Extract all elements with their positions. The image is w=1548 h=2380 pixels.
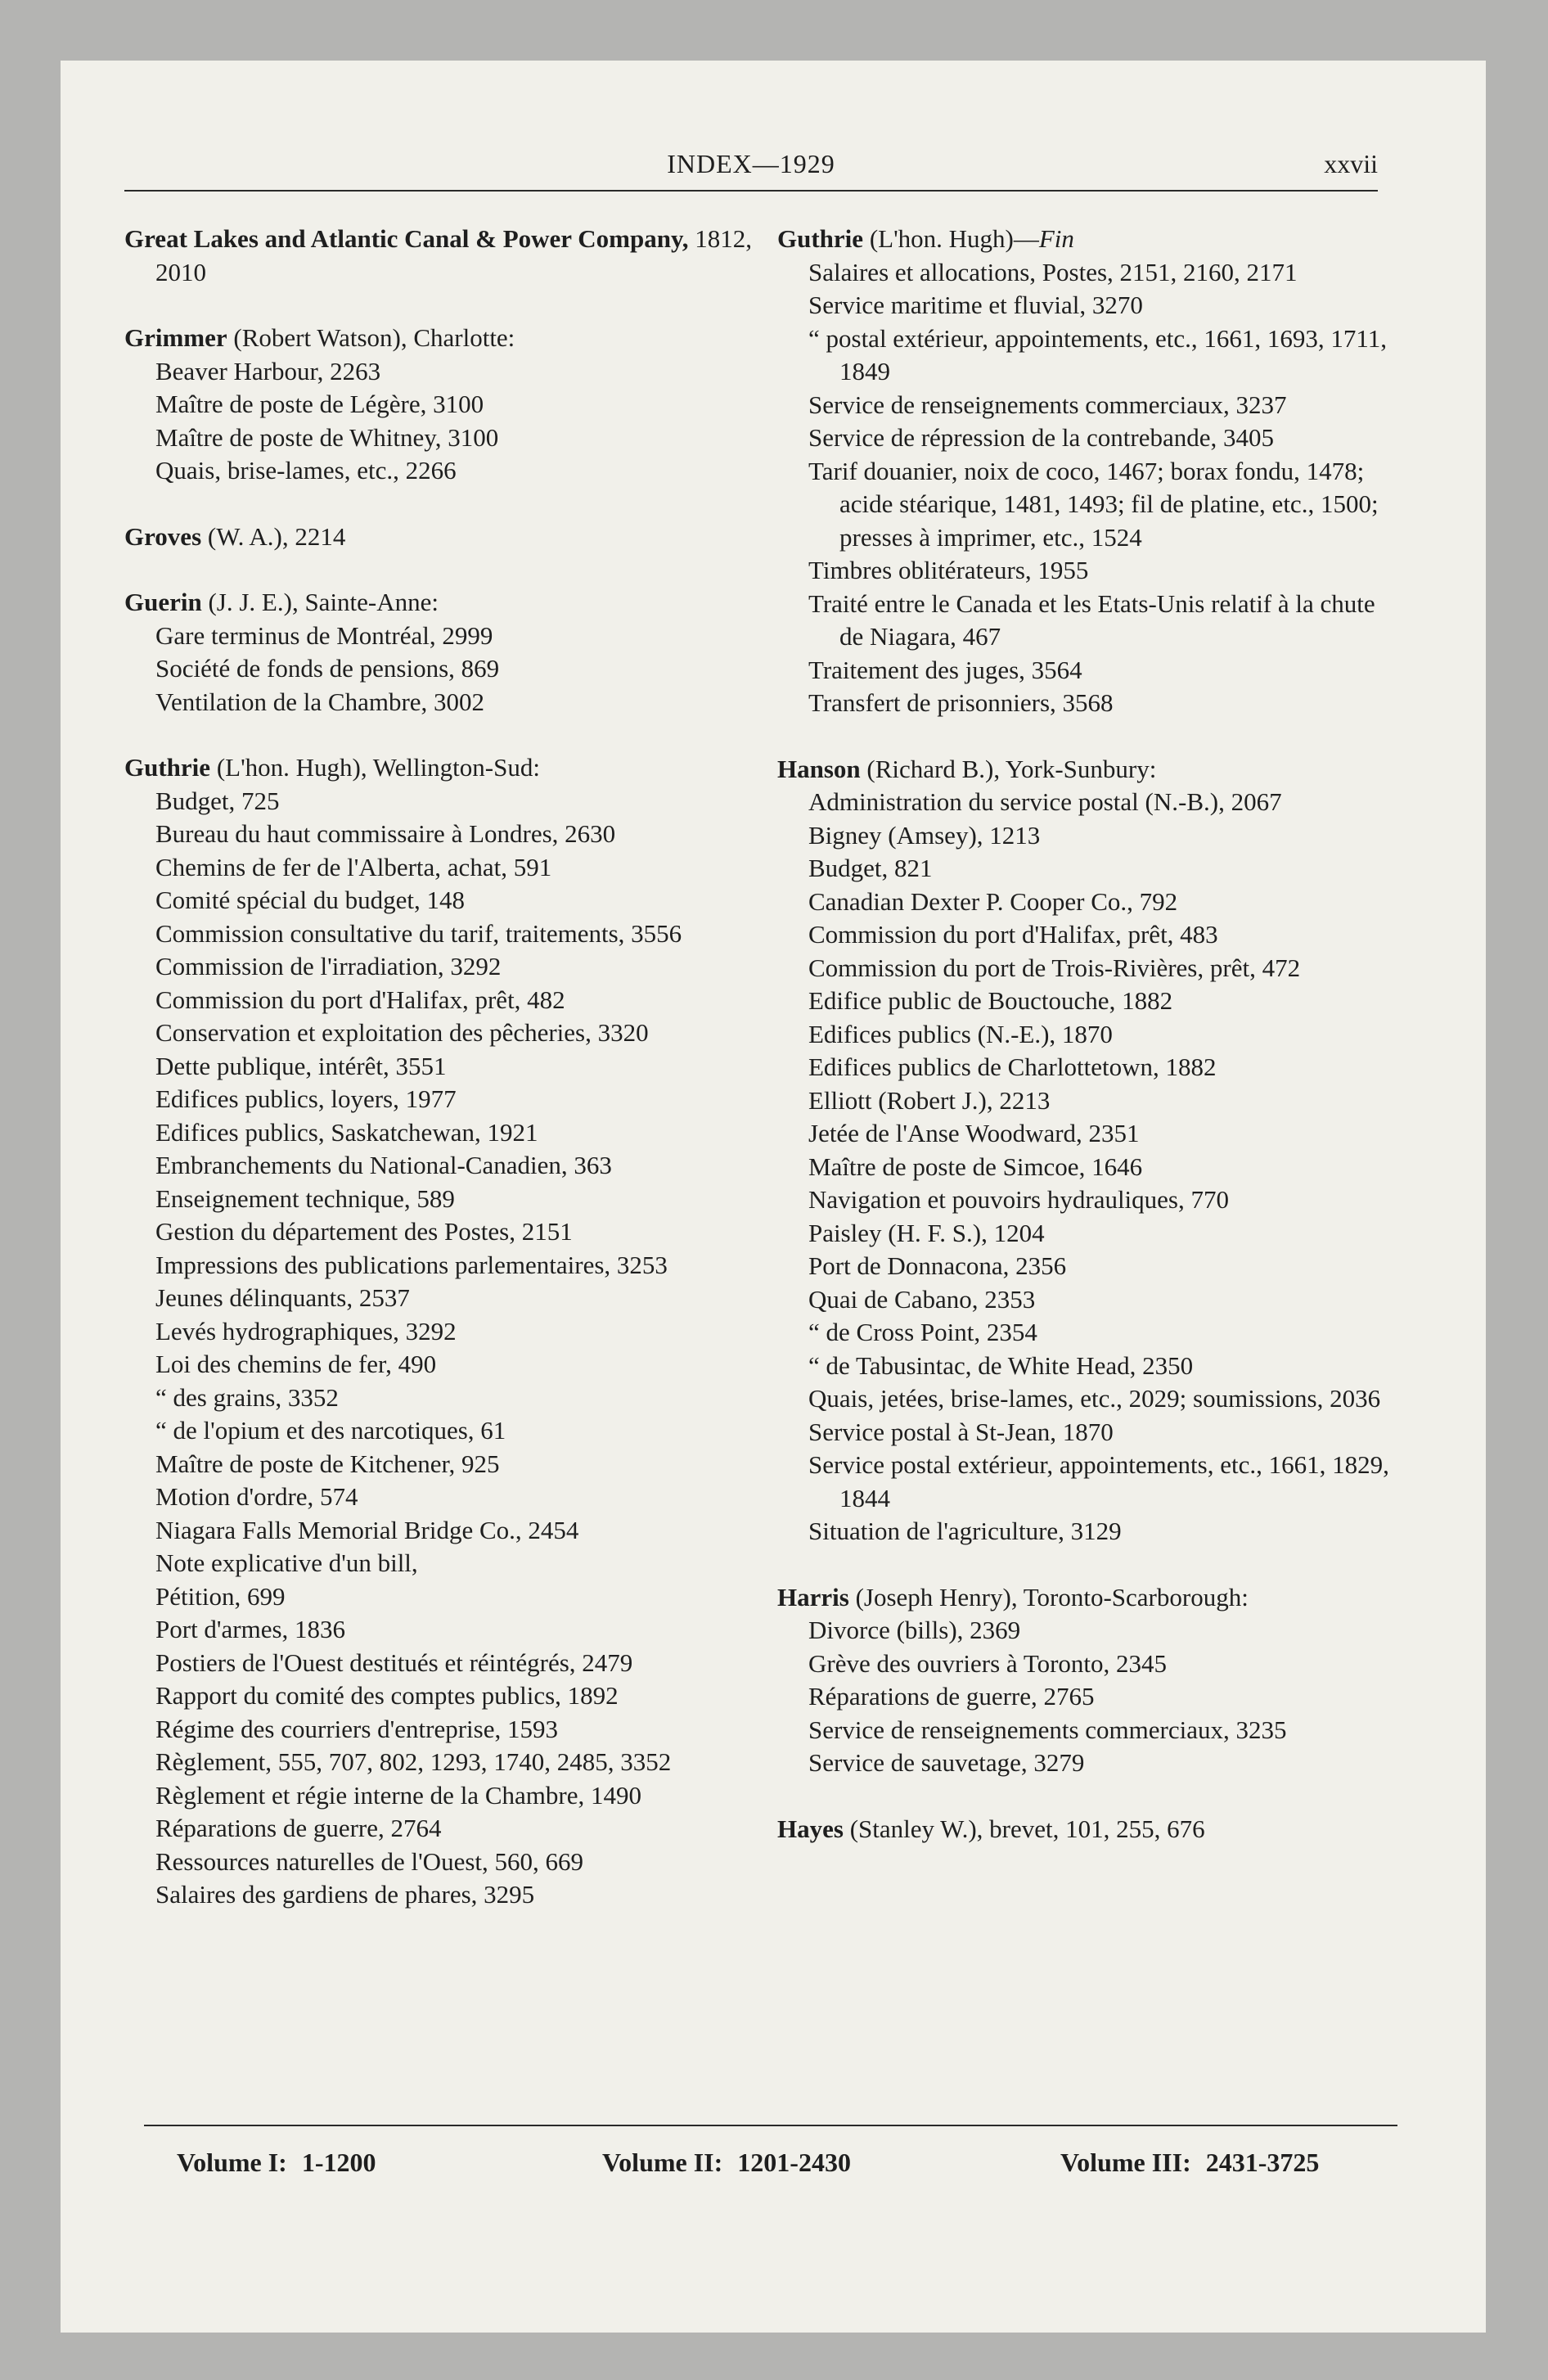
subentry: Note explicative d'un bill,: [155, 1548, 418, 1577]
subentry: Canadian Dexter P. Cooper Co., 792: [808, 886, 1178, 916]
subentry: Niagara Falls Memorial Bridge Co., 2454: [155, 1515, 579, 1544]
entry-name: Guthrie: [124, 753, 211, 782]
entry-heading: [124, 751, 754, 785]
entry-heading: [777, 1813, 1399, 1846]
entry-heading: [777, 1581, 1399, 1615]
subentry: Budget, 821: [808, 854, 933, 882]
subentry: Beaver Harbour, 2263: [155, 356, 381, 385]
subentry: Service postal extérieur, appointements, etc., 1661, 1829, 1844: [808, 1450, 1389, 1512]
subentry: Service maritime et fluvial, 3270: [808, 291, 1143, 319]
subentry: Quais, jetées, brise-lames, etc., 2029; soumissions, 2036: [808, 1384, 1381, 1413]
subentry: Commission du port d'Halifax, prêt, 482: [155, 985, 565, 1014]
subentry: Jeunes délinquants, 2537: [155, 1283, 410, 1312]
subentry: Ressources naturelles de l'Ouest, 560, 669: [155, 1846, 584, 1876]
subentry: Bigney (Amsey), 1213: [808, 820, 1041, 850]
volume-pages: 2431-3725: [1205, 2148, 1320, 2177]
subentry: Edifices publics, loyers, 1977: [155, 1084, 457, 1113]
entry-heading: [124, 586, 754, 620]
index-column-right: [777, 223, 1399, 1846]
subentry: Levés hydrographiques, 3292: [155, 1316, 457, 1346]
subentry: Administration du service postal (N.-B.), 2067: [808, 787, 1282, 816]
subentry: Navigation et pouvoirs hydrauliques, 770: [808, 1185, 1229, 1214]
subentry: Bureau du haut commissaire à Londres, 2630: [155, 819, 616, 848]
subentry: Service de renseignements commerciaux, 3237: [808, 390, 1287, 419]
index-entry: [124, 223, 754, 289]
entry-subentries: [155, 355, 754, 488]
index-entry: [777, 753, 1399, 1548]
subentry: Société de fonds de pensions, 869: [155, 654, 500, 683]
subentry: Jetée de l'Anse Woodward, 2351: [808, 1119, 1140, 1147]
subentry: Maître de poste de Légère, 3100: [155, 390, 484, 418]
entry-heading: [124, 223, 754, 289]
volume-pages: 1-1200: [301, 2148, 376, 2177]
subentry: Enseignement technique, 589: [155, 1183, 455, 1213]
subentry: Règlement et régie interne de la Chambre, 1490: [155, 1780, 641, 1810]
index-entry: [124, 586, 754, 719]
header-title: INDEX—1929: [667, 149, 835, 178]
subentry: Motion d'ordre, 574: [155, 1482, 358, 1511]
entry-name: Groves: [124, 521, 202, 551]
volume-range: [602, 2148, 851, 2178]
subentry: Loi des chemins de fer, 490: [155, 1350, 437, 1378]
entry-detail: (Robert Watson), Charlotte:: [227, 323, 515, 352]
entry-name: Harris: [777, 1582, 849, 1611]
entry-detail-italic: Fin: [1038, 224, 1074, 253]
subentry: Comité spécial du budget, 148: [155, 886, 465, 914]
entry-detail: (L'hon. Hugh), Wellington-Sud:: [210, 753, 540, 782]
volume-label: Volume III:: [1060, 2148, 1191, 2177]
subentry: Service de sauvetage, 3279: [808, 1748, 1085, 1777]
page-header: [124, 141, 1378, 192]
subentry: “ de Cross Point, 2354: [808, 1318, 1037, 1346]
subentry: Ventilation de la Chambre, 3002: [155, 687, 485, 716]
subentry: Port d'armes, 1836: [155, 1615, 346, 1643]
subentry: Maître de poste de Simcoe, 1646: [808, 1152, 1143, 1181]
index-entry: [777, 1813, 1399, 1846]
subentry: Transfert de prisonniers, 3568: [808, 688, 1114, 717]
index-entry: [124, 751, 754, 1912]
entry-name: Great Lakes and Atlantic Canal & Power Company,: [124, 224, 689, 253]
entry-heading: [777, 223, 1399, 256]
entry-subentries: [808, 256, 1399, 720]
subentry: Commission consultative du tarif, traitements, 3556: [155, 918, 682, 948]
volume-footer: [144, 2125, 1397, 2192]
subentry: Chemins de fer de l'Alberta, achat, 591: [155, 852, 552, 881]
entry-detail: (L'hon. Hugh)—: [863, 224, 1039, 253]
subentry: Gestion du département des Postes, 2151: [155, 1217, 573, 1246]
subentry: Réparations de guerre, 2765: [808, 1682, 1095, 1711]
entry-subentries: [155, 620, 754, 719]
subentry: Grève des ouvriers à Toronto, 2345: [808, 1648, 1168, 1678]
entry-heading: [777, 753, 1399, 787]
page-number: xxvii: [1324, 149, 1378, 178]
subentry: Pétition, 699: [155, 1581, 286, 1611]
entry-detail: (Joseph Henry), Toronto-Scarborough:: [848, 1582, 1249, 1611]
subentry: Divorce (bills), 2369: [808, 1616, 1021, 1644]
subentry: Service de répression de la contrebande, 3405: [808, 423, 1274, 452]
subentry: Gare terminus de Montréal, 2999: [155, 620, 493, 650]
index-column-left: [124, 223, 754, 1912]
subentry: “ postal extérieur, appointements, etc., 1661, 1693, 1711, 1849: [808, 323, 1387, 385]
subentry: Commission du port d'Halifax, prêt, 483: [808, 920, 1218, 949]
index-entry: [777, 1581, 1399, 1780]
entry-name: Hanson: [777, 754, 861, 783]
entry-detail: 1812, 2010: [155, 224, 752, 286]
entry-heading: [124, 521, 754, 554]
subentry: Embranchements du National-Canadien, 363: [155, 1151, 612, 1179]
subentry: Edifice public de Bouctouche, 1882: [808, 986, 1173, 1015]
entry-detail: (Stanley W.), brevet, 101, 255, 676: [843, 1814, 1205, 1843]
entry-name: Hayes: [777, 1814, 844, 1843]
subentry: Timbres oblitérateurs, 1955: [808, 556, 1089, 584]
subentry: Rapport du comité des comptes publics, 1892: [155, 1681, 619, 1710]
entry-name: Guerin: [124, 588, 202, 616]
subentry: Conservation et exploitation des pêcheries, 3320: [155, 1018, 649, 1047]
subentry: Edifices publics (N.-E.), 1870: [808, 1019, 1113, 1048]
entry-subentries: [808, 786, 1399, 1548]
subentry: Postiers de l'Ouest destitués et réintégrés, 2479: [155, 1648, 633, 1677]
subentry: Salaires des gardiens de phares, 3295: [155, 1880, 535, 1909]
subentry: Quais, brise-lames, etc., 2266: [155, 456, 457, 485]
subentry: Budget, 725: [155, 786, 280, 815]
index-entry: [124, 521, 754, 554]
subentry: Edifices publics, Saskatchewan, 1921: [155, 1117, 538, 1147]
subentry: Maître de poste de Whitney, 3100: [155, 422, 499, 452]
entry-detail: (W. A.), 2214: [201, 521, 346, 551]
entry-name: Grimmer: [124, 323, 227, 352]
entry-heading: [124, 322, 754, 355]
entry-detail: (Richard B.), York-Sunbury:: [860, 754, 1157, 783]
entry-detail: (J. J. E.), Sainte-Anne:: [201, 588, 439, 616]
subentry: Régime des courriers d'entreprise, 1593: [155, 1714, 558, 1743]
volume-range: [177, 2148, 376, 2178]
subentry: Quai de Cabano, 2353: [808, 1284, 1036, 1314]
subentry: “ de l'opium et des narcotiques, 61: [155, 1416, 506, 1445]
subentry: Port de Donnacona, 2356: [808, 1251, 1067, 1280]
subentry: Situation de l'agriculture, 3129: [808, 1517, 1122, 1545]
subentry: Edifices publics de Charlottetown, 1882: [808, 1053, 1217, 1081]
volume-label: Volume II:: [602, 2148, 723, 2177]
subentry: Paisley (H. F. S.), 1204: [808, 1218, 1045, 1247]
entry-subentries: [808, 1614, 1399, 1780]
subentry: “ de Tabusintac, de White Head, 2350: [808, 1350, 1194, 1380]
volume-range: [1060, 2148, 1319, 2178]
subentry: Règlement, 555, 707, 802, 1293, 1740, 2485, 3352: [155, 1747, 672, 1776]
subentry: Service de renseignements commerciaux, 3235: [808, 1715, 1287, 1744]
subentry: Impressions des publications parlementaires, 3253: [155, 1250, 668, 1279]
subentry: Dette publique, intérêt, 3551: [155, 1051, 447, 1080]
subentry: Service postal à St-Jean, 1870: [808, 1417, 1114, 1446]
entry-name: Guthrie: [777, 224, 864, 253]
subentry: Salaires et allocations, Postes, 2151, 2160, 2171: [808, 257, 1298, 286]
subentry: Commission du port de Trois-Rivières, prêt, 472: [808, 953, 1301, 982]
volume-pages: 1201-2430: [737, 2148, 851, 2177]
volume-label: Volume I:: [177, 2148, 287, 2177]
subentry: Elliott (Robert J.), 2213: [808, 1085, 1051, 1115]
subentry: Traitement des juges, 3564: [808, 655, 1082, 684]
index-entry: [124, 322, 754, 488]
subentry: Réparations de guerre, 2764: [155, 1814, 442, 1842]
subentry: Commission de l'irradiation, 3292: [155, 952, 502, 980]
subentry: Tarif douanier, noix de coco, 1467; borax fondu, 1478; acide stéarique, 1481, 1493; fil de platine, etc., 1500; presses à imprimer, etc., 1524: [808, 456, 1379, 552]
subentry: Maître de poste de Kitchener, 925: [155, 1449, 500, 1478]
index-entry: [777, 223, 1399, 720]
subentry: Traité entre le Canada et les Etats-Unis relatif à la chute de Niagara, 467: [808, 588, 1375, 651]
subentry: “ des grains, 3352: [155, 1382, 339, 1412]
entry-subentries: [155, 785, 754, 1912]
